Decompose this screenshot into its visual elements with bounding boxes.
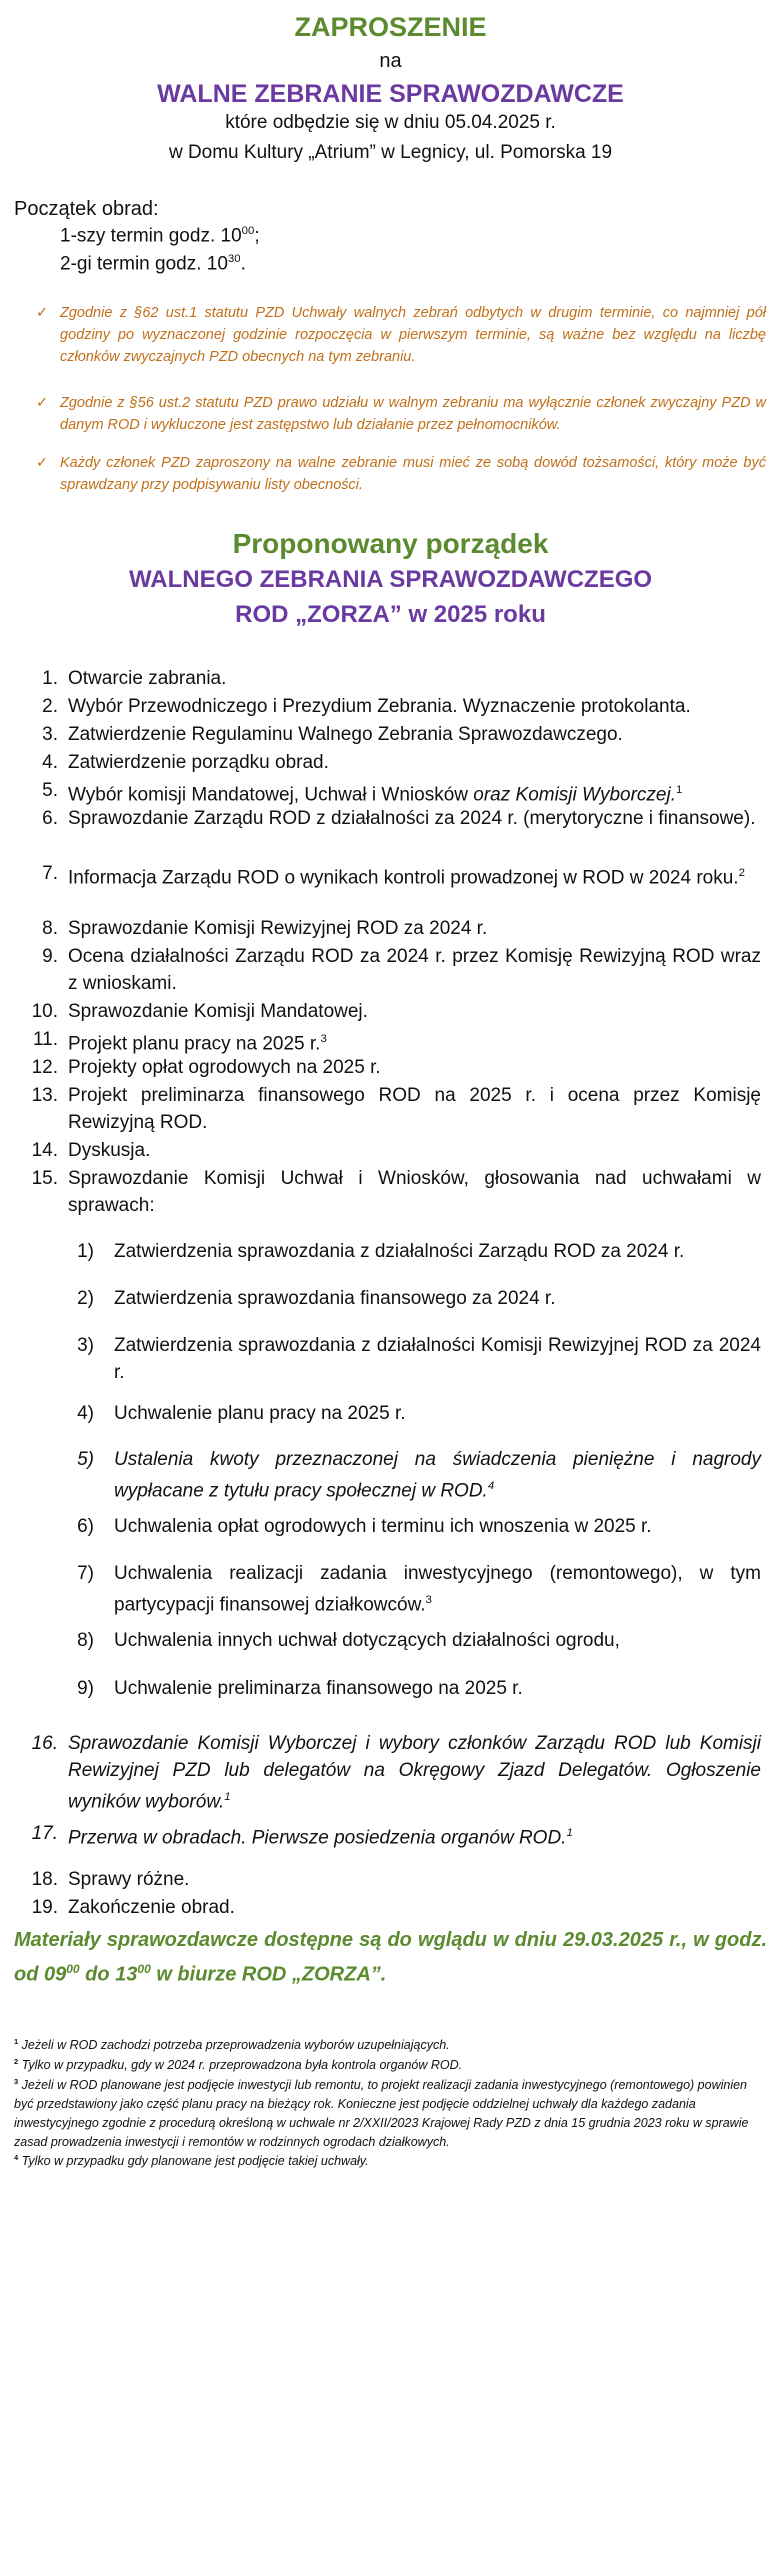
agenda-item-text: Przerwa w obradach. Pierwsze posiedzenia organów ROD.$^1$ [68,1827,573,1849]
agenda-item-number: 17. [31,1823,58,1844]
agenda-item-number: 15. [31,1168,58,1189]
agenda-item-text: Sprawozdanie Zarządu ROD z działalności za 2024 r. (merytoryczne i finansowe). [68,808,756,829]
agenda-item-number: 5) [77,1449,94,1470]
agenda-item-number: 12. [31,1057,58,1078]
agenda-item [28,915,761,942]
agenda-item-number: 6. [42,808,58,829]
footnote-ref: 1 [676,784,683,796]
agenda-item-number: 16. [31,1733,58,1754]
invitation-na: na [379,50,402,72]
agenda-item [28,693,761,720]
agenda-item-text: Ocena działalności Zarządu ROD za 2024 r. przez Komisję Rewizyjną ROD wraz z wnioskami. [68,946,761,994]
agenda-item [28,1054,761,1081]
agenda-item-italic: oraz Komisji Wyborczej. [473,784,676,806]
agenda-item-text: Otwarcie zabrania. [68,668,227,689]
checkmark-icon: ✓ [36,455,49,471]
agenda-item-text: Zatwierdzenia sprawozdania z działalności Zarządu ROD za 2024 r. [114,1241,685,1262]
agenda-item-number: 9. [42,946,58,967]
agenda-item-text: Projekty opłat ogrodowych na 2025 r. [68,1057,381,1078]
agenda-item [28,1730,761,1815]
materials-place: w biurze ROD „ZORZA”. [150,1963,387,1986]
agenda-item-text: Sprawozdanie Komisji Wyborczej i wybory członków Zarządu ROD lub Komisji Rewizyjnej PZD lub delegatów na Okręgowy Zjazd Delegatów. Ogłoszenie wyników wyborów.$^1$ [68,1733,761,1813]
second-term-minutes: 30 [227,253,241,265]
agenda-item-number: 7. [42,863,58,884]
agenda-item-number: 3) [77,1335,94,1356]
agenda-subitem [72,1627,761,1654]
footnote-ref: 1 [566,1827,573,1839]
agenda-item [28,1165,761,1219]
agenda-item-number: 6) [77,1516,94,1537]
note-quorum [36,302,766,368]
footnote [14,2148,767,2171]
materials-hour-to-minutes: 00 [137,1962,151,1976]
footnote-mark: 4 [14,2153,19,2162]
agenda-item-text: Uchwalenia realizacji zadania inwestycyjnego (remontowego), w tym partycypacji finansowej działkowców.$^3$ [114,1563,761,1616]
agenda-item-number: 9) [77,1678,94,1699]
agenda-subtitle-year: ROD „ZORZA” w 2025 roku [235,601,546,628]
footnote-mark: 2 [14,2057,19,2066]
first-term-text: 1-szy termin godz. 10 [60,225,242,247]
materials-text-to: do 13 [79,1963,138,1986]
agenda-subitem [72,1285,761,1312]
agenda-subitem [72,1675,761,1702]
first-term-suffix: ; [254,225,260,247]
agenda-item [28,998,761,1025]
agenda-item-text: Wybór komisji Mandatowej, Uchwał i Wniosków oraz Komisji Wyborczej.$^1$ [68,784,683,806]
agenda-item [28,943,761,997]
footnote-text: Jeżeli w ROD zachodzi potrzeba przeprowadzenia wyborów uzupełniających. [18,2038,450,2053]
checkmark-icon: ✓ [36,395,49,411]
agenda-item-number: 11. [32,1029,58,1050]
materials-notice [14,1926,767,1990]
first-term [60,225,260,247]
agenda-item-number: 8) [77,1630,94,1651]
note-text: Każdy członek PZD zaproszony na walne zebranie musi mieć ze sobą dowód tożsamości, który może być sprawdzany przy podpisywaniu listy obecności. [60,455,766,493]
footnote-text: Tylko w przypadku, gdy w 2024 r. przeprowadzona była kontrola organów ROD. [18,2058,463,2073]
event-date: które odbędzie się w dniu 05.04.2025 r. [225,112,556,133]
agenda-item-number: 2) [77,1288,94,1309]
agenda-item-number: 19. [31,1897,58,1918]
event-name: WALNE ZEBRANIE SPRAWOZDAWCZE [157,80,624,108]
agenda-item [28,1026,761,1057]
event-place: w Domu Kultury „Atrium” w Legnicy, ul. Pomorska 19 [168,142,613,163]
agenda-item-number: 10. [31,1001,58,1022]
agenda-item [28,665,761,692]
agenda-item-text: Zatwierdzenie porządku obrad. [68,752,329,773]
second-term [60,253,246,275]
agenda-item-text: Uchwalenie preliminarza finansowego na 2025 r. [114,1678,523,1699]
agenda-item-text: Uchwalenie planu pracy na 2025 r. [114,1403,406,1424]
agenda-item [28,721,761,748]
agenda-subitem [72,1400,761,1427]
start-label: Początek obrad: [14,198,159,220]
footnote-ref: 3 [320,1033,327,1045]
agenda-subitem [72,1238,761,1265]
agenda-item-text: Zatwierdzenie Regulaminu Walnego Zebrania Sprawozdawczego. [68,724,623,745]
agenda-item [28,777,761,808]
agenda-item-text: Uchwalenia innych uchwał dotyczących działalności ogrodu, [114,1630,620,1651]
second-term-text: 2-gi termin godz. 10 [60,253,228,275]
agenda-title: Proponowany porządek [232,528,549,559]
agenda-subitem [72,1332,761,1386]
footnote-text: Jeżeli w ROD planowane jest podjęcie inwestycji lub remontu, to projekt realizacji zadania inwestycyjnego (remontowego) powinien być przedstawiony jako część planu pracy na bieżący rok. Konieczne jest podjęcie oddzielnej uchwały dla każdego zadania inwestycyjnego zgodnie z procedurą określoną w uchwale nr 2/XXII/2023 Krajowej Rady PZD z dnia 15 grudnia 2023 roku w sprawie zasad prowadzenia inwestycji i remontów w rodzinnych ogrodach działkowych. [14,2078,749,2150]
footnote-ref: 4 [487,1480,495,1492]
agenda-item [28,805,761,832]
agenda-item-text: Ustalenia kwoty przeznaczonej na świadczenia pieniężne i nagrody wypłacane z tytułu pracy społecznej w ROD.$^4$ [114,1449,761,1502]
agenda-item-text: Projekt planu pracy na 2025 r.$^3$ [68,1033,327,1055]
agenda-item-text: Informacja Zarządu ROD o wynikach kontroli prowadzonej w ROD w 2024 roku.$^2$ [68,867,745,889]
agenda-item-number: 13. [31,1085,58,1106]
agenda-item-number: 3. [42,724,58,745]
agenda-item [28,860,761,891]
agenda-item-number: 8. [42,918,58,939]
footnote-ref: 1 [224,1791,231,1803]
agenda-subtitle: WALNEGO ZEBRANIA SPRAWOZDAWCZEGO [128,566,653,593]
agenda-item-text: Sprawozdanie Komisji Rewizyjnej ROD za 2024 r. [68,918,488,939]
agenda-subitem [72,1446,761,1504]
footnote-mark: 1 [14,2037,19,2046]
agenda-item-text: Sprawozdanie Komisji Mandatowej. [68,1001,368,1022]
agenda-item [28,1082,761,1136]
first-term-minutes: 00 [241,225,255,237]
materials-text: Materiały sprawozdawcze dostępne są do wglądu w dniu 29.03.2025 r., w godz. od 09 [14,1929,767,1986]
footnote-mark: 3 [14,2077,19,2086]
agenda-item-number: 18. [31,1869,58,1890]
agenda-item-number: 5. [42,780,58,801]
agenda-item-text: Zatwierdzenia sprawozdania z działalności Komisji Rewizyjnej ROD za 2024 r. [114,1335,761,1383]
agenda-item-number: 4) [77,1403,94,1424]
agenda-subitem [72,1513,761,1540]
agenda-subitem [72,1560,761,1618]
agenda-item-text: Sprawozdanie Komisji Uchwał i Wniosków, głosowania nad uchwałami w sprawach: [68,1168,761,1216]
agenda-item-number: 4. [42,752,58,773]
agenda-item [28,1137,761,1164]
agenda-item-number: 7) [77,1563,94,1584]
invitation-title: ZAPROSZENIE [294,12,487,42]
agenda-item-number: 14. [31,1140,58,1161]
checkmark-icon: ✓ [36,305,49,321]
agenda-item [28,1894,761,1921]
agenda-item-number: 2. [42,696,58,717]
agenda-item-text: Uchwalenia opłat ogrodowych i terminu ich wnoszenia w 2025 r. [114,1516,652,1537]
footnote-ref: 3 [425,1594,432,1606]
agenda-item-number: 1. [42,668,58,689]
agenda-item-text: Zatwierdzenia sprawozdania finansowego za 2024 r. [114,1288,556,1309]
agenda-item-number: 1) [77,1241,94,1262]
agenda-item-text: Wybór Przewodniczego i Prezydium Zebrania. Wyznaczenie protokolanta. [68,696,691,717]
note-participation [36,392,766,436]
footnote-ref: 2 [738,867,745,879]
agenda-item [28,1820,761,1851]
footnote [14,2072,767,2152]
agenda-item [28,749,761,776]
agenda-item-text: Zakończenie obrad. [68,1897,235,1918]
note-identity [36,452,766,496]
agenda-item-text: Sprawy różne. [68,1869,190,1890]
second-term-suffix: . [240,253,246,275]
note-text: Zgodnie z §56 ust.2 statutu PZD prawo udziału w walnym zebraniu ma wyłącznie członek zwyczajny PZD w danym ROD i wykluczone jest zastępstwo lub działanie przez pełnomocników. [60,395,766,433]
agenda-item-text: Projekt preliminarza finansowego ROD na 2025 r. i ocena przez Komisję Rewizyjną ROD. [68,1085,761,1133]
agenda-item-text: Dyskusja. [68,1140,151,1161]
footnote-text: Tylko w przypadku gdy planowane jest podjęcie takiej uchwały. [18,2154,369,2169]
materials-hour-from-minutes: 00 [66,1962,80,1976]
agenda-item [28,1866,761,1893]
note-text: Zgodnie z §62 ust.1 statutu PZD Uchwały walnych zebrań odbytych w drugim terminie, co najmniej pół godziny po wyznaczonej godzinie rozpoczęcia w pierwszym terminie, są ważne bez względu na liczbę członków zwyczajnych PZD obecnych na tym zebraniu. [60,305,766,365]
